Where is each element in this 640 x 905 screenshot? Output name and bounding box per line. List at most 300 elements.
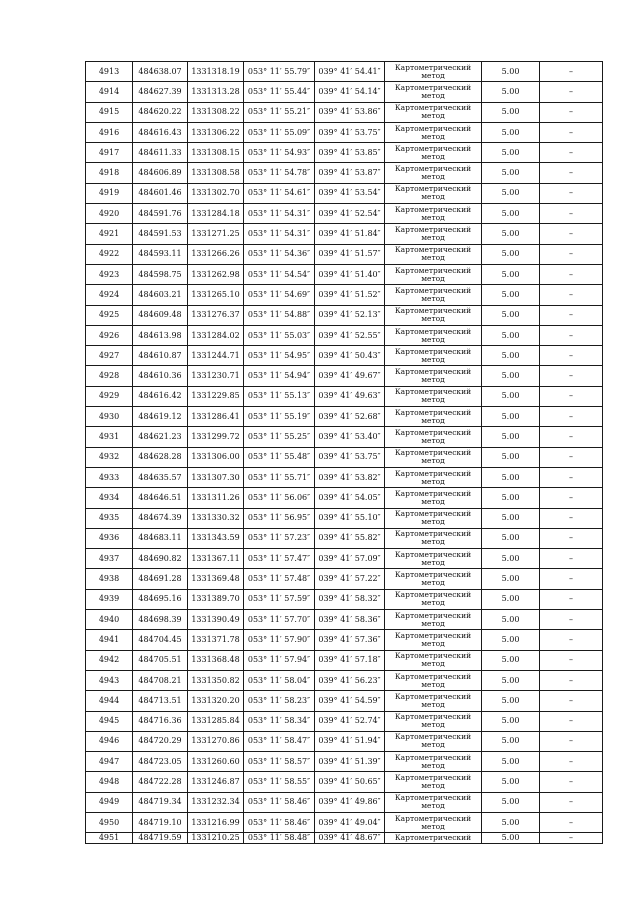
longitude-cell: 039° 41′ 52.74″ xyxy=(315,711,385,731)
x-coordinate-cell: 484610.36 xyxy=(133,366,188,386)
table-row xyxy=(86,711,603,731)
method-cell: Картометрический метод xyxy=(385,467,482,487)
method-cell: Картометрический метод xyxy=(385,691,482,711)
y-coordinate-cell: 1331244.71 xyxy=(188,346,244,366)
accuracy-cell: 5.00 xyxy=(482,772,540,792)
note-cell: – xyxy=(540,488,603,508)
table-row xyxy=(86,346,603,366)
method-cell: Картометрический метод xyxy=(385,325,482,345)
note-cell: – xyxy=(540,549,603,569)
method-cell: Картометрический метод xyxy=(385,143,482,163)
point-number-cell: 4937 xyxy=(86,549,133,569)
note-cell: – xyxy=(540,833,603,844)
table-row xyxy=(86,691,603,711)
table-row xyxy=(86,447,603,467)
point-number-cell: 4933 xyxy=(86,467,133,487)
latitude-cell: 053° 11′ 58.04″ xyxy=(244,670,315,690)
longitude-cell: 039° 41′ 51.52″ xyxy=(315,285,385,305)
longitude-cell: 039° 41′ 53.40″ xyxy=(315,427,385,447)
y-coordinate-cell: 1331306.22 xyxy=(188,122,244,142)
accuracy-cell: 5.00 xyxy=(482,244,540,264)
accuracy-cell: 5.00 xyxy=(482,812,540,832)
longitude-cell: 039° 41′ 57.18″ xyxy=(315,650,385,670)
method-cell: Картометрический метод xyxy=(385,102,482,122)
x-coordinate-cell: 484719.59 xyxy=(133,833,188,844)
x-coordinate-cell: 484719.10 xyxy=(133,812,188,832)
x-coordinate-cell: 484591.76 xyxy=(133,204,188,224)
method-cell: Картометрический xyxy=(385,833,482,844)
note-cell: – xyxy=(540,630,603,650)
point-number-cell: 4951 xyxy=(86,833,133,844)
accuracy-cell: 5.00 xyxy=(482,346,540,366)
method-cell: Картометрический метод xyxy=(385,244,482,264)
note-cell: – xyxy=(540,711,603,731)
x-coordinate-cell: 484698.39 xyxy=(133,610,188,630)
table-row xyxy=(86,752,603,772)
y-coordinate-cell: 1331343.59 xyxy=(188,528,244,548)
x-coordinate-cell: 484713.51 xyxy=(133,691,188,711)
latitude-cell: 053° 11′ 55.48″ xyxy=(244,447,315,467)
x-coordinate-cell: 484620.22 xyxy=(133,102,188,122)
y-coordinate-cell: 1331308.22 xyxy=(188,102,244,122)
latitude-cell: 053° 11′ 54.31″ xyxy=(244,204,315,224)
note-cell: – xyxy=(540,610,603,630)
x-coordinate-cell: 484704.45 xyxy=(133,630,188,650)
table-row xyxy=(86,670,603,690)
table-row xyxy=(86,528,603,548)
y-coordinate-cell: 1331330.32 xyxy=(188,508,244,528)
x-coordinate-cell: 484593.11 xyxy=(133,244,188,264)
method-cell: Картометрический метод xyxy=(385,610,482,630)
x-coordinate-cell: 484695.16 xyxy=(133,589,188,609)
latitude-cell: 053° 11′ 54.61″ xyxy=(244,183,315,203)
latitude-cell: 053° 11′ 55.25″ xyxy=(244,427,315,447)
method-cell: Картометрический метод xyxy=(385,650,482,670)
note-cell: – xyxy=(540,82,603,102)
x-coordinate-cell: 484609.48 xyxy=(133,305,188,325)
table-row xyxy=(86,569,603,589)
longitude-cell: 039° 41′ 52.54″ xyxy=(315,204,385,224)
x-coordinate-cell: 484603.21 xyxy=(133,285,188,305)
method-cell: Картометрический метод xyxy=(385,346,482,366)
longitude-cell: 039° 41′ 49.04″ xyxy=(315,812,385,832)
longitude-cell: 039° 41′ 53.75″ xyxy=(315,122,385,142)
method-cell: Картометрический метод xyxy=(385,812,482,832)
longitude-cell: 039° 41′ 49.67″ xyxy=(315,366,385,386)
latitude-cell: 053° 11′ 57.59″ xyxy=(244,589,315,609)
table-row xyxy=(86,427,603,447)
x-coordinate-cell: 484613.98 xyxy=(133,325,188,345)
longitude-cell: 039° 41′ 51.94″ xyxy=(315,731,385,751)
x-coordinate-cell: 484705.51 xyxy=(133,650,188,670)
x-coordinate-cell: 484646.51 xyxy=(133,488,188,508)
note-cell: – xyxy=(540,427,603,447)
longitude-cell: 039° 41′ 49.63″ xyxy=(315,386,385,406)
accuracy-cell: 5.00 xyxy=(482,447,540,467)
y-coordinate-cell: 1331320.20 xyxy=(188,691,244,711)
x-coordinate-cell: 484601.46 xyxy=(133,183,188,203)
note-cell: – xyxy=(540,569,603,589)
note-cell: – xyxy=(540,366,603,386)
method-cell: Картометрический метод xyxy=(385,183,482,203)
point-number-cell: 4928 xyxy=(86,366,133,386)
longitude-cell: 039° 41′ 57.22″ xyxy=(315,569,385,589)
longitude-cell: 039° 41′ 49.86″ xyxy=(315,792,385,812)
point-number-cell: 4947 xyxy=(86,752,133,772)
y-coordinate-cell: 1331230.71 xyxy=(188,366,244,386)
y-coordinate-cell: 1331284.18 xyxy=(188,204,244,224)
latitude-cell: 053° 11′ 57.94″ xyxy=(244,650,315,670)
accuracy-cell: 5.00 xyxy=(482,630,540,650)
y-coordinate-cell: 1331260.60 xyxy=(188,752,244,772)
x-coordinate-cell: 484708.21 xyxy=(133,670,188,690)
table-row xyxy=(86,224,603,244)
note-cell: – xyxy=(540,163,603,183)
point-number-cell: 4943 xyxy=(86,670,133,690)
accuracy-cell: 5.00 xyxy=(482,528,540,548)
point-number-cell: 4930 xyxy=(86,407,133,427)
y-coordinate-cell: 1331368.48 xyxy=(188,650,244,670)
method-cell: Картометрический метод xyxy=(385,528,482,548)
table-row xyxy=(86,183,603,203)
latitude-cell: 053° 11′ 54.95″ xyxy=(244,346,315,366)
point-number-cell: 4924 xyxy=(86,285,133,305)
method-cell: Картометрический метод xyxy=(385,427,482,447)
method-cell: Картометрический метод xyxy=(385,224,482,244)
table-row xyxy=(86,407,603,427)
method-cell: Картометрический метод xyxy=(385,305,482,325)
longitude-cell: 039° 41′ 52.13″ xyxy=(315,305,385,325)
table-row xyxy=(86,386,603,406)
table-row xyxy=(86,264,603,284)
y-coordinate-cell: 1331262.98 xyxy=(188,264,244,284)
y-coordinate-cell: 1331308.15 xyxy=(188,143,244,163)
accuracy-cell: 5.00 xyxy=(482,508,540,528)
longitude-cell: 039° 41′ 50.43″ xyxy=(315,346,385,366)
table-row xyxy=(86,549,603,569)
table-row xyxy=(86,62,603,82)
x-coordinate-cell: 484723.05 xyxy=(133,752,188,772)
longitude-cell: 039° 41′ 52.55″ xyxy=(315,325,385,345)
latitude-cell: 053° 11′ 54.88″ xyxy=(244,305,315,325)
y-coordinate-cell: 1331367.11 xyxy=(188,549,244,569)
latitude-cell: 053° 11′ 58.23″ xyxy=(244,691,315,711)
latitude-cell: 053° 11′ 54.54″ xyxy=(244,264,315,284)
latitude-cell: 053° 11′ 58.55″ xyxy=(244,772,315,792)
longitude-cell: 039° 41′ 53.75″ xyxy=(315,447,385,467)
table-row xyxy=(86,143,603,163)
latitude-cell: 053° 11′ 57.23″ xyxy=(244,528,315,548)
latitude-cell: 053° 11′ 58.47″ xyxy=(244,731,315,751)
note-cell: – xyxy=(540,386,603,406)
note-cell: – xyxy=(540,325,603,345)
accuracy-cell: 5.00 xyxy=(482,650,540,670)
latitude-cell: 053° 11′ 58.46″ xyxy=(244,812,315,832)
latitude-cell: 053° 11′ 55.13″ xyxy=(244,386,315,406)
x-coordinate-cell: 484690.82 xyxy=(133,549,188,569)
y-coordinate-cell: 1331284.02 xyxy=(188,325,244,345)
note-cell: – xyxy=(540,102,603,122)
longitude-cell: 039° 41′ 52.68″ xyxy=(315,407,385,427)
accuracy-cell: 5.00 xyxy=(482,569,540,589)
note-cell: – xyxy=(540,143,603,163)
point-number-cell: 4922 xyxy=(86,244,133,264)
latitude-cell: 053° 11′ 54.36″ xyxy=(244,244,315,264)
longitude-cell: 039° 41′ 51.40″ xyxy=(315,264,385,284)
accuracy-cell: 5.00 xyxy=(482,711,540,731)
accuracy-cell: 5.00 xyxy=(482,488,540,508)
accuracy-cell: 5.00 xyxy=(482,102,540,122)
accuracy-cell: 5.00 xyxy=(482,264,540,284)
point-number-cell: 4950 xyxy=(86,812,133,832)
point-number-cell: 4921 xyxy=(86,224,133,244)
accuracy-cell: 5.00 xyxy=(482,143,540,163)
note-cell: – xyxy=(540,731,603,751)
method-cell: Картометрический метод xyxy=(385,772,482,792)
note-cell: – xyxy=(540,650,603,670)
table-row xyxy=(86,82,603,102)
table-row xyxy=(86,792,603,812)
y-coordinate-cell: 1331286.41 xyxy=(188,407,244,427)
longitude-cell: 039° 41′ 53.54″ xyxy=(315,183,385,203)
accuracy-cell: 5.00 xyxy=(482,325,540,345)
latitude-cell: 053° 11′ 57.47″ xyxy=(244,549,315,569)
method-cell: Картометрический метод xyxy=(385,366,482,386)
note-cell: – xyxy=(540,224,603,244)
table-row xyxy=(86,812,603,832)
longitude-cell: 039° 41′ 54.59″ xyxy=(315,691,385,711)
note-cell: – xyxy=(540,752,603,772)
x-coordinate-cell: 484591.53 xyxy=(133,224,188,244)
longitude-cell: 039° 41′ 58.36″ xyxy=(315,610,385,630)
point-number-cell: 4919 xyxy=(86,183,133,203)
point-number-cell: 4932 xyxy=(86,447,133,467)
y-coordinate-cell: 1331306.00 xyxy=(188,447,244,467)
x-coordinate-cell: 484638.07 xyxy=(133,62,188,82)
method-cell: Картометрический метод xyxy=(385,670,482,690)
longitude-cell: 039° 41′ 54.14″ xyxy=(315,82,385,102)
note-cell: – xyxy=(540,346,603,366)
y-coordinate-cell: 1331371.78 xyxy=(188,630,244,650)
longitude-cell: 039° 41′ 53.86″ xyxy=(315,102,385,122)
note-cell: – xyxy=(540,691,603,711)
latitude-cell: 053° 11′ 55.21″ xyxy=(244,102,315,122)
method-cell: Картометрический метод xyxy=(385,752,482,772)
note-cell: – xyxy=(540,264,603,284)
point-number-cell: 4938 xyxy=(86,569,133,589)
accuracy-cell: 5.00 xyxy=(482,224,540,244)
latitude-cell: 053° 11′ 58.57″ xyxy=(244,752,315,772)
accuracy-cell: 5.00 xyxy=(482,752,540,772)
latitude-cell: 053° 11′ 55.19″ xyxy=(244,407,315,427)
accuracy-cell: 5.00 xyxy=(482,427,540,447)
y-coordinate-cell: 1331318.19 xyxy=(188,62,244,82)
x-coordinate-cell: 484719.34 xyxy=(133,792,188,812)
y-coordinate-cell: 1331313.28 xyxy=(188,82,244,102)
longitude-cell: 039° 41′ 55.82″ xyxy=(315,528,385,548)
longitude-cell: 039° 41′ 51.39″ xyxy=(315,752,385,772)
x-coordinate-cell: 484628.28 xyxy=(133,447,188,467)
y-coordinate-cell: 1331232.34 xyxy=(188,792,244,812)
x-coordinate-cell: 484616.42 xyxy=(133,386,188,406)
latitude-cell: 053° 11′ 54.31″ xyxy=(244,224,315,244)
y-coordinate-cell: 1331311.26 xyxy=(188,488,244,508)
point-number-cell: 4914 xyxy=(86,82,133,102)
x-coordinate-cell: 484635.57 xyxy=(133,467,188,487)
note-cell: – xyxy=(540,528,603,548)
latitude-cell: 053° 11′ 54.78″ xyxy=(244,163,315,183)
coordinates-table xyxy=(85,61,603,844)
method-cell: Картометрический метод xyxy=(385,731,482,751)
latitude-cell: 053° 11′ 54.93″ xyxy=(244,143,315,163)
longitude-cell: 039° 41′ 54.41″ xyxy=(315,62,385,82)
x-coordinate-cell: 484611.33 xyxy=(133,143,188,163)
y-coordinate-cell: 1331229.85 xyxy=(188,386,244,406)
accuracy-cell: 5.00 xyxy=(482,610,540,630)
latitude-cell: 053° 11′ 54.69″ xyxy=(244,285,315,305)
method-cell: Картометрический метод xyxy=(385,386,482,406)
y-coordinate-cell: 1331265.10 xyxy=(188,285,244,305)
y-coordinate-cell: 1331216.99 xyxy=(188,812,244,832)
point-number-cell: 4948 xyxy=(86,772,133,792)
method-cell: Картометрический метод xyxy=(385,122,482,142)
method-cell: Картометрический метод xyxy=(385,82,482,102)
longitude-cell: 039° 41′ 55.10″ xyxy=(315,508,385,528)
point-number-cell: 4939 xyxy=(86,589,133,609)
table-row xyxy=(86,467,603,487)
longitude-cell: 039° 41′ 57.09″ xyxy=(315,549,385,569)
longitude-cell: 039° 41′ 53.82″ xyxy=(315,467,385,487)
accuracy-cell: 5.00 xyxy=(482,122,540,142)
latitude-cell: 053° 11′ 57.48″ xyxy=(244,569,315,589)
accuracy-cell: 5.00 xyxy=(482,691,540,711)
note-cell: – xyxy=(540,244,603,264)
table-row xyxy=(86,204,603,224)
table-row xyxy=(86,122,603,142)
table-row xyxy=(86,772,603,792)
table-row xyxy=(86,244,603,264)
longitude-cell: 039° 41′ 58.32″ xyxy=(315,589,385,609)
point-number-cell: 4927 xyxy=(86,346,133,366)
y-coordinate-cell: 1331271.25 xyxy=(188,224,244,244)
accuracy-cell: 5.00 xyxy=(482,670,540,690)
accuracy-cell: 5.00 xyxy=(482,82,540,102)
table-row xyxy=(86,833,603,844)
note-cell: – xyxy=(540,204,603,224)
table-row xyxy=(86,650,603,670)
y-coordinate-cell: 1331285.84 xyxy=(188,711,244,731)
point-number-cell: 4920 xyxy=(86,204,133,224)
method-cell: Картометрический метод xyxy=(385,447,482,467)
table-row xyxy=(86,630,603,650)
point-number-cell: 4931 xyxy=(86,427,133,447)
latitude-cell: 053° 11′ 55.03″ xyxy=(244,325,315,345)
y-coordinate-cell: 1331350.82 xyxy=(188,670,244,690)
x-coordinate-cell: 484683.11 xyxy=(133,528,188,548)
note-cell: – xyxy=(540,508,603,528)
y-coordinate-cell: 1331307.30 xyxy=(188,467,244,487)
y-coordinate-cell: 1331390.49 xyxy=(188,610,244,630)
point-number-cell: 4946 xyxy=(86,731,133,751)
method-cell: Картометрический метод xyxy=(385,285,482,305)
point-number-cell: 4936 xyxy=(86,528,133,548)
accuracy-cell: 5.00 xyxy=(482,407,540,427)
latitude-cell: 053° 11′ 55.71″ xyxy=(244,467,315,487)
point-number-cell: 4944 xyxy=(86,691,133,711)
table-row xyxy=(86,488,603,508)
method-cell: Картометрический метод xyxy=(385,569,482,589)
accuracy-cell: 5.00 xyxy=(482,285,540,305)
point-number-cell: 4918 xyxy=(86,163,133,183)
note-cell: – xyxy=(540,285,603,305)
longitude-cell: 039° 41′ 56.23″ xyxy=(315,670,385,690)
note-cell: – xyxy=(540,447,603,467)
longitude-cell: 039° 41′ 50.65″ xyxy=(315,772,385,792)
table-row xyxy=(86,325,603,345)
note-cell: – xyxy=(540,812,603,832)
point-number-cell: 4917 xyxy=(86,143,133,163)
point-number-cell: 4940 xyxy=(86,610,133,630)
x-coordinate-cell: 484616.43 xyxy=(133,122,188,142)
x-coordinate-cell: 484716.36 xyxy=(133,711,188,731)
longitude-cell: 039° 41′ 53.85″ xyxy=(315,143,385,163)
method-cell: Картометрический метод xyxy=(385,711,482,731)
latitude-cell: 053° 11′ 57.70″ xyxy=(244,610,315,630)
x-coordinate-cell: 484606.89 xyxy=(133,163,188,183)
accuracy-cell: 5.00 xyxy=(482,204,540,224)
latitude-cell: 053° 11′ 58.48″ xyxy=(244,833,315,844)
longitude-cell: 039° 41′ 48.67″ xyxy=(315,833,385,844)
y-coordinate-cell: 1331270.86 xyxy=(188,731,244,751)
table-row xyxy=(86,102,603,122)
longitude-cell: 039° 41′ 57.36″ xyxy=(315,630,385,650)
accuracy-cell: 5.00 xyxy=(482,589,540,609)
y-coordinate-cell: 1331276.37 xyxy=(188,305,244,325)
latitude-cell: 053° 11′ 55.09″ xyxy=(244,122,315,142)
latitude-cell: 053° 11′ 55.44″ xyxy=(244,82,315,102)
method-cell: Картометрический метод xyxy=(385,204,482,224)
note-cell: – xyxy=(540,792,603,812)
table-row xyxy=(86,508,603,528)
longitude-cell: 039° 41′ 54.05″ xyxy=(315,488,385,508)
latitude-cell: 053° 11′ 56.95″ xyxy=(244,508,315,528)
y-coordinate-cell: 1331266.26 xyxy=(188,244,244,264)
accuracy-cell: 5.00 xyxy=(482,305,540,325)
note-cell: – xyxy=(540,467,603,487)
method-cell: Картометрический метод xyxy=(385,589,482,609)
note-cell: – xyxy=(540,62,603,82)
longitude-cell: 039° 41′ 53.87″ xyxy=(315,163,385,183)
x-coordinate-cell: 484674.39 xyxy=(133,508,188,528)
x-coordinate-cell: 484621.23 xyxy=(133,427,188,447)
note-cell: – xyxy=(540,305,603,325)
accuracy-cell: 5.00 xyxy=(482,467,540,487)
point-number-cell: 4925 xyxy=(86,305,133,325)
method-cell: Картометрический метод xyxy=(385,630,482,650)
x-coordinate-cell: 484610.87 xyxy=(133,346,188,366)
accuracy-cell: 5.00 xyxy=(482,163,540,183)
table-row xyxy=(86,163,603,183)
table-row xyxy=(86,366,603,386)
method-cell: Картометрический метод xyxy=(385,163,482,183)
y-coordinate-cell: 1331299.72 xyxy=(188,427,244,447)
accuracy-cell: 5.00 xyxy=(482,833,540,844)
x-coordinate-cell: 484722.28 xyxy=(133,772,188,792)
table-row xyxy=(86,589,603,609)
method-cell: Картометрический метод xyxy=(385,62,482,82)
note-cell: – xyxy=(540,407,603,427)
note-cell: – xyxy=(540,670,603,690)
